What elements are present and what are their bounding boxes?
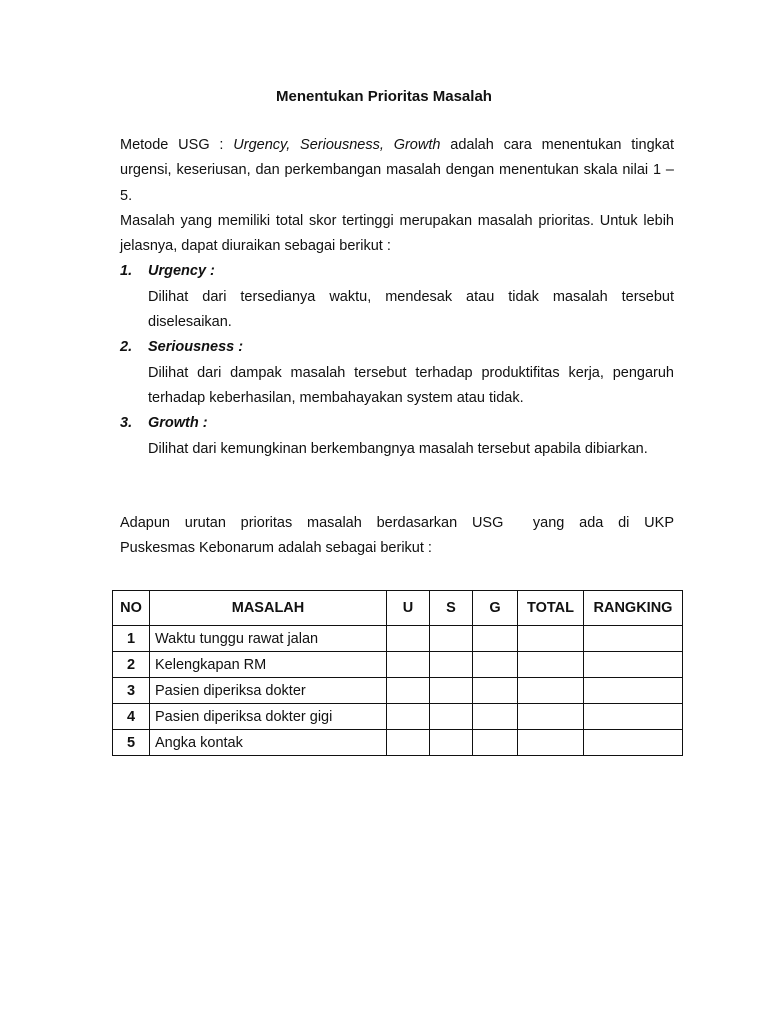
criteria-heading xyxy=(120,411,674,436)
cell-u xyxy=(387,704,430,730)
criteria-heading xyxy=(120,259,674,284)
header-u: U xyxy=(387,591,430,626)
cell-no: 4 xyxy=(113,704,150,730)
cell-rangking xyxy=(584,652,683,678)
cell-s xyxy=(430,704,473,730)
cell-g xyxy=(473,730,518,756)
table-row xyxy=(113,678,683,704)
header-masalah: MASALAH xyxy=(150,591,387,626)
intro-criteria-names: Urgency, Seriousness, Growth xyxy=(233,137,441,153)
cell-s xyxy=(430,678,473,704)
cell-no: 1 xyxy=(113,626,150,652)
table-header-row xyxy=(113,591,683,626)
cell-rangking xyxy=(584,704,683,730)
criteria-item-seriousness xyxy=(120,335,674,411)
cell-no: 2 xyxy=(113,652,150,678)
closing-line-2: Puskesmas Kebonarum adalah sebagai berikut : xyxy=(120,540,432,557)
table-row xyxy=(113,704,683,730)
cell-u xyxy=(387,730,430,756)
intro-paragraph xyxy=(120,133,674,209)
header-rangking: RANGKING xyxy=(584,591,683,626)
header-no: NO xyxy=(113,591,150,626)
cell-masalah: Waktu tunggu rawat jalan xyxy=(150,626,387,652)
header-total: TOTAL xyxy=(518,591,584,626)
criteria-heading xyxy=(120,335,674,360)
cell-rangking xyxy=(584,626,683,652)
cell-g xyxy=(473,704,518,730)
table-body xyxy=(113,626,683,756)
usg-priority-table xyxy=(112,590,683,756)
cell-rangking xyxy=(584,678,683,704)
cell-no: 5 xyxy=(113,730,150,756)
cell-total xyxy=(518,652,584,678)
document-body xyxy=(120,133,674,462)
criteria-number: 2. xyxy=(120,339,133,356)
cell-u xyxy=(387,652,430,678)
closing-line-1: Adapun urutan prioritas masalah berdasarkan USG yang ada di UKP xyxy=(120,515,674,531)
cell-masalah: Kelengkapan RM xyxy=(150,652,387,678)
cell-u xyxy=(387,626,430,652)
criteria-description: Dilihat dari dampak masalah tersebut terhadap produktifitas kerja, pengaruh terhadap keberhasilan, membahayakan system atau tidak. xyxy=(148,364,674,406)
cell-u xyxy=(387,678,430,704)
header-g: G xyxy=(473,591,518,626)
cell-masalah: Pasien diperiksa dokter xyxy=(150,678,387,704)
criteria-number: 3. xyxy=(120,415,133,432)
intro-rest: adalah cara menentukan tingkat urgensi, keseriusan, dan perkembangan masalah dengan menentukan skala nilai 1 – 5. xyxy=(120,137,674,204)
closing-paragraph xyxy=(120,511,674,562)
paragraph-2: Masalah yang memiliki total skor tertinggi merupakan masalah prioritas. Untuk lebih jelasnya, dapat diuraikan sebagai berikut : xyxy=(120,212,674,255)
cell-no: 3 xyxy=(113,678,150,704)
cell-g xyxy=(473,678,518,704)
table-header xyxy=(113,591,683,626)
table-row xyxy=(113,730,683,756)
table-row xyxy=(113,652,683,678)
criteria-item-urgency xyxy=(120,259,674,335)
criteria-number: 1. xyxy=(120,263,133,280)
intro-lead: Metode USG : xyxy=(120,137,234,153)
criteria-item-growth xyxy=(120,411,674,462)
cell-s xyxy=(430,626,473,652)
cell-s xyxy=(430,652,473,678)
criteria-term: Seriousness : xyxy=(148,339,244,356)
criteria-term: Growth : xyxy=(148,415,208,432)
cell-total xyxy=(518,626,584,652)
cell-rangking xyxy=(584,730,683,756)
cell-g xyxy=(473,626,518,652)
criteria-list xyxy=(120,259,674,461)
criteria-description: Dilihat dari kemungkinan berkembangnya masalah tersebut apabila dibiarkan. xyxy=(148,440,648,457)
cell-masalah: Pasien diperiksa dokter gigi xyxy=(150,704,387,730)
cell-g xyxy=(473,652,518,678)
cell-total xyxy=(518,730,584,756)
criteria-description: Dilihat dari tersedianya waktu, mendesak atau tidak masalah tersebut diselesaikan. xyxy=(148,288,674,331)
cell-total xyxy=(518,678,584,704)
page-title: Menentukan Prioritas Masalah xyxy=(276,88,492,105)
table-row xyxy=(113,626,683,652)
cell-total xyxy=(518,704,584,730)
cell-masalah: Angka kontak xyxy=(150,730,387,756)
cell-s xyxy=(430,730,473,756)
criteria-term: Urgency : xyxy=(148,263,215,280)
header-s: S xyxy=(430,591,473,626)
